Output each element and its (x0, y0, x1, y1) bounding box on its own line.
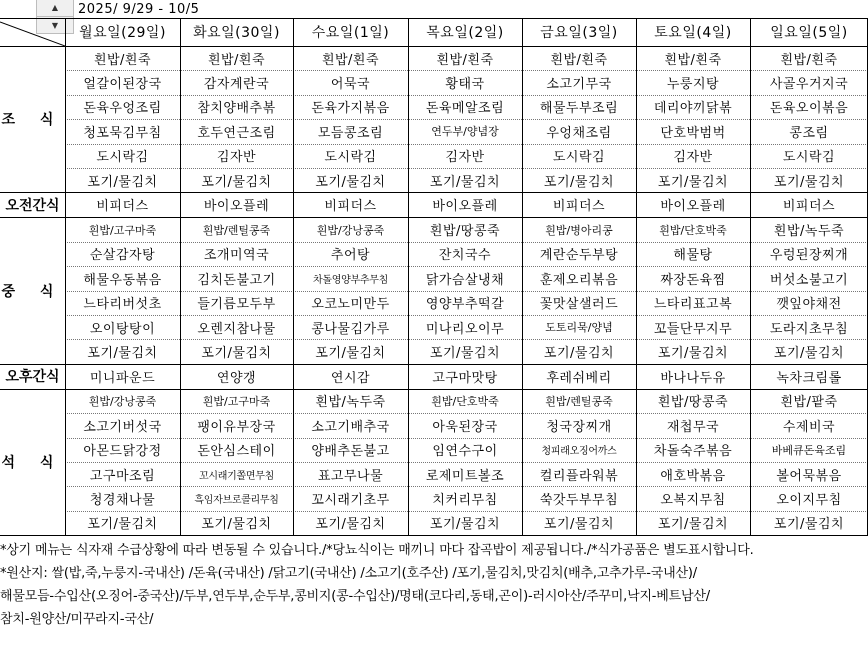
menu-item[interactable]: 느타리버섯초 (83, 297, 162, 313)
menu-item[interactable]: 흰밥/흰죽 (664, 52, 722, 68)
menu-item[interactable]: 포기/물김치 (773, 346, 845, 362)
day-header[interactable]: 수요일(1일) (311, 25, 390, 41)
menu-item[interactable]: 흰밥/병아리콩 (545, 223, 613, 237)
menu-item[interactable]: 표고무나물 (317, 468, 384, 484)
menu-item[interactable]: 흰밥/녹두죽 (315, 395, 386, 411)
footnote: 참치-원양산/미꾸라지-국산/ (0, 612, 154, 628)
menu-item[interactable]: 로제미트볼조 (425, 468, 505, 484)
menu-item[interactable]: 재첩무국 (666, 419, 720, 435)
menu-item[interactable]: 흰밥/강낭콩죽 (316, 223, 385, 237)
meal-label[interactable]: 오전간식 (5, 197, 60, 214)
menu-item[interactable]: 콩조림 (789, 125, 829, 141)
menu-item[interactable]: 도시락김 (552, 150, 606, 166)
menu-item[interactable]: 흰밥/단호박죽 (659, 223, 727, 237)
menu-item[interactable]: 포기/물김치 (543, 346, 615, 362)
day-header[interactable]: 토요일(4일) (654, 25, 732, 41)
footnote: *상기 메뉴는 식자재 수급상황에 따라 변동될 수 있습니다./*당뇨식이는 매끼니 마다 잡곡밥이 제공됩니다./*식가공품은 별도표시합니다. (0, 543, 754, 559)
menu-item[interactable]: 꼬시래기초무 (311, 493, 390, 509)
column-divider (65, 18, 66, 535)
menu-item[interactable]: 참치양배추볶 (197, 101, 276, 117)
footnote: 해물모듬-수입산(오징어-중국산)/두부,연두부,순두부,콩비지(콩-수입산)/명태(코다리,동태,곤이)-러시아산/주꾸미,낙지-베트남산/ (0, 589, 710, 605)
menu-item[interactable]: 해물우동볶음 (83, 272, 162, 288)
menu-item[interactable]: 포기/물김치 (657, 346, 729, 362)
menu-item[interactable]: 감자계란국 (203, 77, 270, 93)
menu-item[interactable]: 청경채나물 (89, 493, 156, 509)
column-divider (636, 18, 637, 535)
menu-item[interactable]: 바베큐돈육조림 (771, 443, 847, 457)
menu-item[interactable]: 고구마맛탕 (432, 370, 498, 386)
menu-item[interactable]: 흰밥/땅콩죽 (657, 395, 729, 411)
menu-item[interactable]: 차돌숙주볶음 (653, 444, 733, 460)
menu-item[interactable]: 들기름모두부 (197, 297, 276, 313)
meal-label[interactable]: 조 식 (1, 112, 64, 129)
menu-item[interactable]: 흰밥/흰죽 (436, 52, 494, 68)
menu-item[interactable]: 오이지무침 (776, 493, 842, 509)
menu-item[interactable]: 포기/물김치 (201, 346, 272, 362)
menu-item[interactable]: 돈육우엉조림 (83, 101, 162, 117)
menu-item[interactable]: 포기/물김치 (429, 174, 501, 190)
menu-item[interactable]: 꼬시래기쫄면무침 (199, 470, 274, 482)
menu-item[interactable]: 미나리오이무 (425, 321, 505, 337)
menu-item[interactable]: 도라지초무침 (769, 321, 849, 337)
menu-item[interactable]: 소고기무국 (546, 77, 612, 93)
menu-item[interactable]: 흰밥/흰죽 (321, 52, 380, 68)
meal-label[interactable]: 오후간식 (5, 369, 60, 386)
menu-item[interactable]: 청포묵김무침 (83, 125, 162, 141)
menu-item[interactable]: 흰밥/렌틸콩죽 (545, 394, 613, 408)
menu-item[interactable]: 포기/물김치 (315, 346, 386, 362)
menu-item[interactable]: 바이오플레 (660, 199, 726, 215)
day-header[interactable]: 화요일(30일) (193, 25, 280, 41)
menu-item[interactable]: 흑임자브로콜리무침 (194, 495, 279, 507)
menu-item[interactable]: 누룽지탕 (666, 77, 720, 93)
menu-item[interactable]: 황태국 (445, 77, 485, 93)
menu-item[interactable]: 포기/물김치 (87, 174, 158, 190)
column-divider (750, 18, 751, 535)
menu-item[interactable]: 비피더스 (782, 199, 836, 215)
date-range: 2025/ 9/29 - 10/5 (78, 1, 200, 17)
menu-item[interactable]: 단호박범벅 (660, 125, 726, 141)
header-corner-diagonal (0, 18, 65, 46)
row-divider (0, 18, 868, 19)
menu-item[interactable]: 흰밥/흰죽 (550, 52, 608, 68)
menu-item[interactable]: 미니파운드 (89, 370, 156, 386)
menu-item[interactable]: 흰밥/단호박죽 (431, 394, 499, 408)
meal-label[interactable]: 석 식 (1, 454, 64, 471)
menu-item[interactable]: 양배추돈불고 (311, 444, 390, 460)
column-divider (522, 18, 523, 535)
menu-item[interactable]: 꼬들단무지무 (653, 321, 733, 337)
footnote: *원산지: 쌀(밥,죽,누룽지-국내산) /돈육(국내산) /닭고기(국내산) /소고기(호주산) /포기,물김치,맛김치(배추,고추가루-국내산)/ (0, 566, 697, 582)
menu-item[interactable]: 돈안심스테이 (197, 444, 276, 460)
menu-item[interactable]: 포기/물김치 (543, 517, 615, 533)
menu-item[interactable]: 도시락김 (324, 150, 377, 166)
menu-item[interactable]: 포기/물김치 (429, 517, 501, 533)
menu-item[interactable]: 수제비국 (782, 419, 836, 435)
menu-item[interactable]: 오렌지참나물 (197, 321, 276, 337)
menu-item[interactable]: 청국장찌개 (546, 419, 612, 435)
spin-down-button[interactable]: ▼ (51, 21, 59, 30)
menu-item[interactable]: 아욱된장국 (432, 419, 498, 435)
menu-item[interactable]: 해물두부조림 (539, 101, 619, 117)
menu-item[interactable]: 도시락김 (96, 150, 149, 166)
menu-item[interactable]: 추어탕 (330, 248, 371, 264)
menu-item[interactable]: 닭가슴살냉채 (425, 272, 505, 288)
menu-item[interactable]: 포기/물김치 (543, 174, 615, 190)
menu-item[interactable]: 사골우거지국 (769, 77, 849, 93)
menu-item[interactable]: 돈육메알조림 (425, 101, 505, 117)
row-divider (0, 535, 868, 536)
menu-item[interactable]: 소고기버섯국 (83, 419, 162, 435)
menu-item[interactable]: 흰밥/흰죽 (207, 52, 266, 68)
menu-item[interactable]: 애호박볶음 (660, 468, 726, 484)
menu-item[interactable]: 포기/물김치 (87, 517, 158, 533)
menu-item[interactable]: 오코노미만두 (311, 297, 390, 313)
menu-item[interactable]: 포기/물김치 (87, 346, 158, 362)
menu-item[interactable]: 고구마조림 (89, 468, 156, 484)
menu-item[interactable]: 우엉채조림 (546, 125, 612, 141)
menu-item[interactable]: 연양갱 (216, 370, 257, 386)
menu-item[interactable]: 흰밥/땅콩죽 (429, 224, 501, 240)
menu-item[interactable]: 쑥갓두부무침 (539, 493, 619, 509)
menu-item[interactable]: 호두연근조림 (197, 125, 276, 141)
menu-item[interactable]: 흰밥/녹두죽 (773, 224, 845, 240)
menu-item[interactable]: 오이탕탕이 (89, 321, 156, 337)
menu-item[interactable]: 소고기배추국 (311, 419, 390, 435)
menu-item[interactable]: 순살감자탕 (89, 248, 156, 264)
menu-item[interactable]: 짜장돈육찜 (660, 272, 726, 288)
menu-item[interactable]: 김자반 (445, 150, 485, 166)
column-divider (180, 18, 181, 535)
menu-item[interactable]: 돈육가지볶음 (311, 101, 390, 117)
menu-item[interactable]: 임연수구이 (432, 444, 498, 460)
menu-item[interactable]: 도시락김 (782, 150, 836, 166)
menu-item[interactable]: 바이오플레 (432, 199, 498, 215)
menu-item[interactable]: 비피더스 (324, 199, 377, 215)
column-divider (408, 18, 409, 535)
menu-item[interactable]: 깻잎야채전 (776, 297, 842, 313)
day-header[interactable]: 월요일(29일) (79, 25, 166, 41)
menu-item[interactable]: 청피래오징어까스 (541, 446, 617, 458)
menu-item[interactable]: 포기/물김치 (201, 517, 272, 533)
menu-item[interactable]: 조개미역국 (203, 248, 270, 264)
menu-item[interactable]: 비피더스 (552, 199, 606, 215)
menu-item[interactable]: 포기/물김치 (773, 174, 845, 190)
menu-item[interactable]: 후레쉬베리 (546, 370, 612, 386)
menu-item[interactable]: 팽이유부장국 (197, 419, 276, 435)
menu-item[interactable]: 영양부추떡갈 (425, 297, 505, 313)
menu-item[interactable]: 흰밥/렌틸콩죽 (202, 223, 271, 237)
menu-item[interactable]: 버섯소불고기 (769, 272, 849, 288)
menu-item[interactable]: 우렁된장찌개 (769, 248, 849, 264)
menu-item[interactable]: 포기/물김치 (657, 174, 729, 190)
menu-item[interactable]: 녹차크림롤 (776, 370, 842, 386)
menu-item[interactable]: 포기/물김치 (315, 517, 386, 533)
menu-item[interactable]: 얼갈이된장국 (83, 77, 162, 93)
column-divider (293, 18, 294, 535)
menu-item[interactable]: 흰밥/고구마죽 (88, 223, 157, 237)
menu-item[interactable]: 바이오플레 (203, 199, 270, 215)
day-header[interactable]: 일요일(5일) (770, 25, 848, 41)
menu-item[interactable]: 잔치국수 (438, 248, 492, 264)
menu-item[interactable]: 바나나두유 (660, 370, 726, 386)
menu-item[interactable]: 계란순두부탕 (539, 248, 619, 264)
menu-item[interactable]: 도토리묵/양념 (545, 321, 613, 335)
menu-item[interactable]: 컬리플라워볶 (539, 468, 619, 484)
menu-item[interactable]: 어묵국 (330, 77, 371, 93)
menu-item[interactable]: 돈육오이볶음 (769, 101, 849, 117)
menu-item[interactable]: 김자반 (216, 150, 257, 166)
menu-item[interactable]: 김치돈불고기 (197, 272, 276, 288)
menu-item[interactable]: 포기/물김치 (657, 517, 729, 533)
menu-item[interactable]: 콩나물김가루 (311, 321, 390, 337)
menu-item[interactable]: 포기/물김치 (773, 517, 845, 533)
menu-item[interactable]: 비피더스 (96, 199, 149, 215)
day-header[interactable]: 금요일(3일) (540, 25, 618, 41)
menu-item[interactable]: 치커리무침 (432, 493, 498, 509)
menu-item[interactable]: 포기/물김치 (315, 174, 386, 190)
menu-item[interactable]: 포기/물김치 (201, 174, 272, 190)
menu-item[interactable]: 포기/물김치 (429, 346, 501, 362)
menu-item[interactable]: 모듬콩조림 (317, 125, 384, 141)
menu-item[interactable]: 오복지무침 (660, 493, 726, 509)
menu-item[interactable]: 느타리표고복 (653, 297, 733, 313)
menu-item[interactable]: 김자반 (673, 150, 713, 166)
menu-item[interactable]: 흰밥/팥죽 (780, 395, 838, 411)
menu-item[interactable]: 아몬드닭강정 (83, 444, 162, 460)
menu-item[interactable]: 연두부/양념장 (431, 125, 499, 139)
menu-item[interactable]: 연시감 (330, 370, 371, 386)
menu-item[interactable]: 차돌영양부추무침 (313, 274, 388, 286)
menu-item[interactable]: 꽃맛살샐러드 (539, 297, 619, 313)
meal-label[interactable]: 중 식 (1, 283, 64, 300)
menu-item[interactable]: 흰밥/고구마죽 (202, 394, 271, 408)
spin-up-button[interactable]: ▲ (37, 0, 73, 17)
menu-item[interactable]: 흰밥/흰죽 (93, 52, 152, 68)
menu-item[interactable]: 볼어묵볶음 (776, 468, 842, 484)
menu-item[interactable]: 흰밥/강낭콩죽 (88, 394, 157, 408)
menu-item[interactable]: 흰밥/흰죽 (780, 52, 838, 68)
menu-item[interactable]: 해물탕 (673, 248, 713, 264)
menu-item[interactable]: 훈제오리볶음 (539, 272, 619, 288)
menu-item[interactable]: 데리야끼닭볶 (653, 101, 733, 117)
day-header[interactable]: 목요일(2일) (426, 25, 504, 41)
